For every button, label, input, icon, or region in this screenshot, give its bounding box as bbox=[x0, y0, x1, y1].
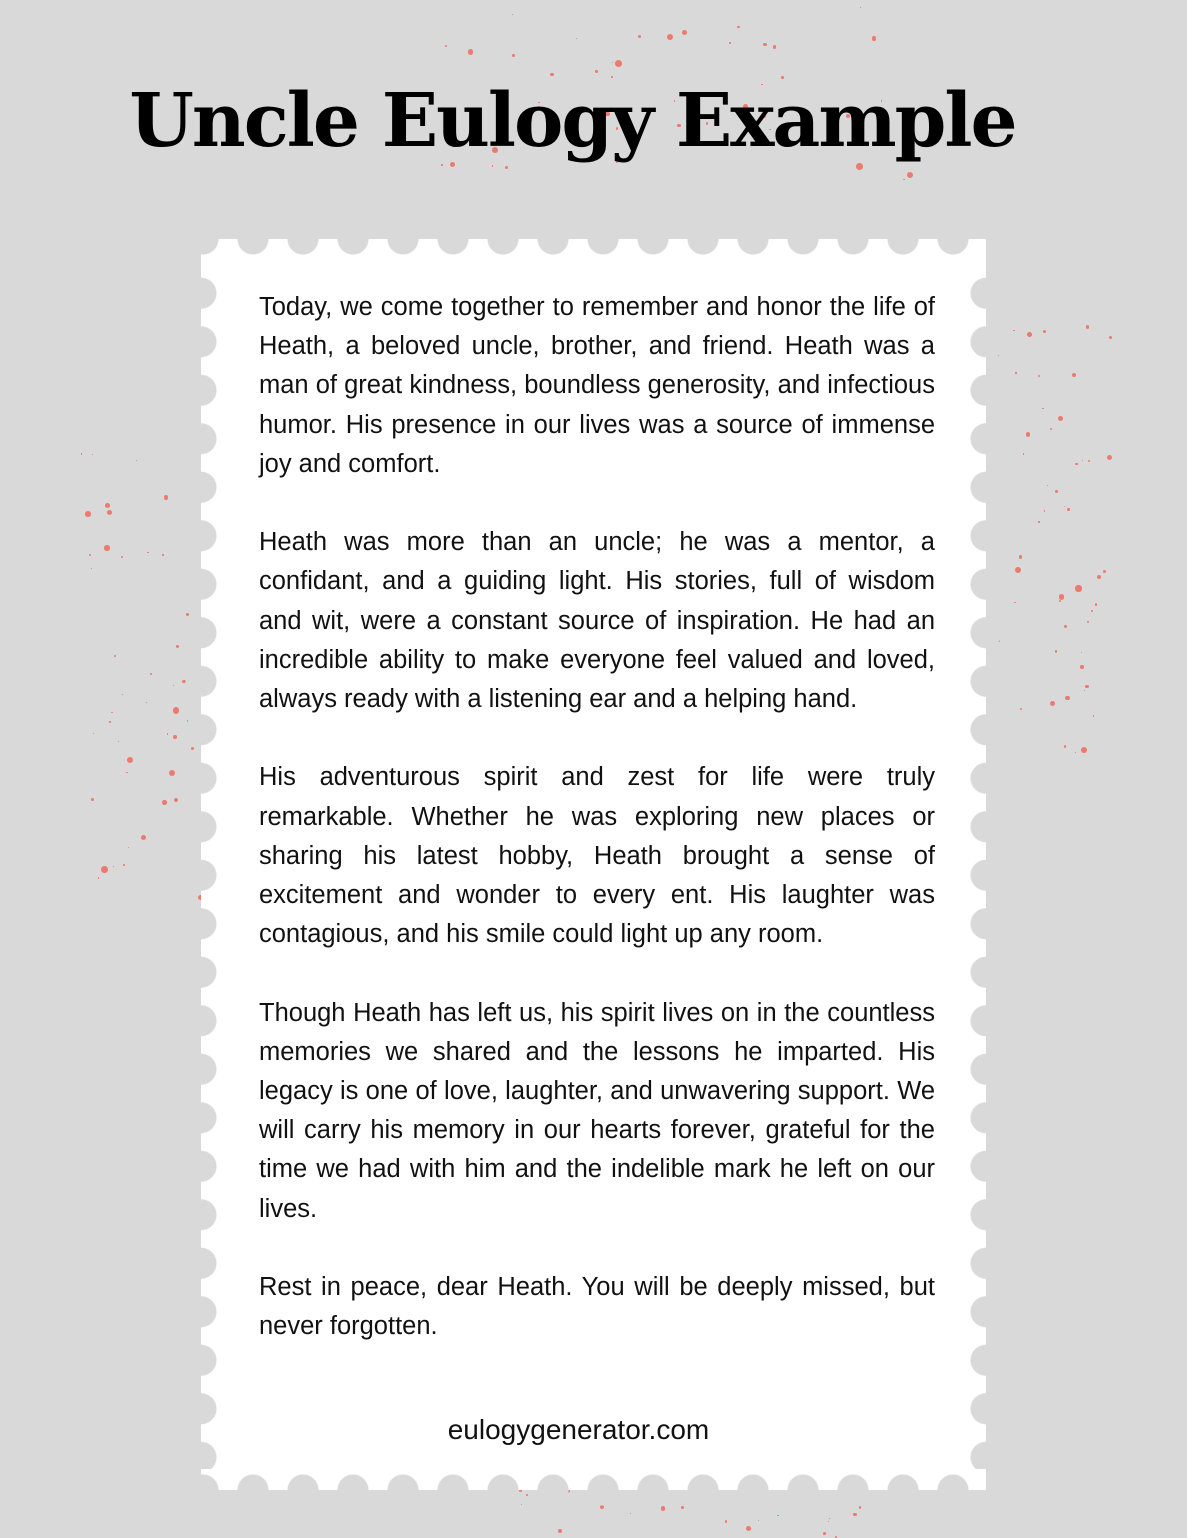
paragraph: Heath was more than an uncle; he was a mentor, a confidant, and a guiding light. His stories, full of wisdom and wit, were a constant source of inspiration. He had an incredible ability to make everyone feel valued and loved, always ready with a listening ear and a helping hand. bbox=[259, 528, 935, 714]
paragraph: His adventurous spirit and zest for life were truly remarkable. Whether he was exploring new places or sharing his latest hobby, Heath brought a sense of excitement and wonder to every ent. His laughter was contagious, and his smile could light up any room. bbox=[259, 763, 935, 949]
splatter-dot bbox=[512, 54, 515, 57]
splatter-dot bbox=[835, 1536, 837, 1538]
splatter-dot bbox=[93, 733, 94, 734]
splatter-dot bbox=[1026, 432, 1031, 437]
splatter-dot bbox=[1042, 408, 1043, 409]
splatter-dot bbox=[113, 866, 114, 867]
splatter-dot bbox=[1097, 575, 1101, 579]
stamp-edge-left bbox=[185, 269, 217, 1469]
splatter-dot bbox=[91, 568, 92, 569]
splatter-dot bbox=[89, 554, 91, 556]
splatter-dot bbox=[550, 73, 553, 76]
splatter-dot bbox=[91, 798, 94, 801]
splatter-dot bbox=[162, 800, 167, 805]
stamp-edge-right bbox=[970, 269, 1002, 1469]
splatter-dot bbox=[146, 702, 147, 703]
stamp-edge-top bbox=[201, 223, 986, 255]
splatter-dot bbox=[164, 495, 169, 500]
splatter-dot bbox=[1075, 585, 1081, 591]
splatter-dot bbox=[1109, 336, 1112, 339]
splatter-dot bbox=[1047, 485, 1048, 486]
splatter-dot bbox=[1059, 600, 1061, 602]
splatter-dot bbox=[872, 36, 877, 41]
splatter-dot bbox=[823, 1532, 826, 1535]
splatter-dot bbox=[681, 1506, 684, 1509]
splatter-dot bbox=[1055, 650, 1057, 652]
splatter-dot bbox=[441, 164, 442, 165]
splatter-dot bbox=[141, 835, 146, 840]
splatter-dot bbox=[173, 735, 177, 739]
splatter-dot bbox=[114, 655, 116, 657]
splatter-dot bbox=[118, 741, 119, 742]
splatter-dot bbox=[1014, 602, 1016, 604]
splatter-dot bbox=[109, 721, 110, 722]
splatter-dot bbox=[758, 1520, 759, 1521]
splatter-dot bbox=[1093, 715, 1094, 716]
splatter-dot bbox=[907, 172, 913, 178]
splatter-dot bbox=[1043, 330, 1047, 334]
splatter-dot bbox=[111, 712, 112, 713]
splatter-dot bbox=[1064, 745, 1067, 748]
splatter-dot bbox=[1065, 696, 1069, 700]
splatter-dot bbox=[85, 511, 91, 517]
splatter-dot bbox=[1064, 625, 1068, 629]
splatter-dot bbox=[860, 7, 862, 9]
splatter-dot bbox=[173, 707, 179, 713]
splatter-dot bbox=[1044, 510, 1045, 511]
splatter-dot bbox=[101, 866, 108, 873]
splatter-dot bbox=[615, 60, 622, 67]
splatter-dot bbox=[638, 35, 641, 38]
paragraph: Rest in peace, dear Heath. You will be deeply missed, but never forgotten. bbox=[259, 1273, 935, 1341]
splatter-dot bbox=[1095, 603, 1097, 605]
splatter-dot bbox=[512, 14, 513, 15]
splatter-dot bbox=[1058, 416, 1063, 421]
splatter-dot bbox=[777, 1515, 779, 1517]
splatter-dot bbox=[128, 847, 129, 848]
splatter-dot bbox=[853, 1513, 857, 1517]
splatter-dot bbox=[1067, 508, 1069, 510]
splatter-dot bbox=[1055, 490, 1058, 493]
splatter-dot bbox=[725, 1520, 728, 1523]
splatter-dot bbox=[746, 1526, 751, 1531]
splatter-dot bbox=[903, 179, 904, 180]
splatter-dot bbox=[1086, 325, 1090, 329]
splatter-dot bbox=[136, 460, 137, 461]
splatter-dot bbox=[123, 864, 125, 866]
splatter-dot bbox=[1103, 570, 1106, 573]
splatter-dot bbox=[828, 1521, 829, 1522]
splatter-dot bbox=[1064, 506, 1065, 507]
splatter-dot bbox=[1013, 330, 1014, 331]
splatter-dot bbox=[107, 510, 112, 515]
website-footer: eulogygenerator.com bbox=[447, 1414, 710, 1445]
splatter-dot bbox=[661, 1506, 665, 1510]
splatter-dot bbox=[730, 42, 731, 43]
splatter-dot bbox=[1015, 567, 1021, 573]
splatter-dot bbox=[1081, 747, 1087, 753]
splatter-dot bbox=[1020, 708, 1022, 710]
splatter-dot bbox=[1091, 610, 1093, 612]
splatter-dot bbox=[1080, 665, 1083, 668]
eulogy-body bbox=[259, 288, 935, 1386]
splatter-dot bbox=[98, 877, 100, 879]
page-title: Uncle Eulogy Example bbox=[129, 78, 1016, 164]
splatter-dot bbox=[1059, 594, 1065, 600]
splatter-dot bbox=[122, 694, 123, 695]
splatter-dot bbox=[1085, 685, 1089, 689]
splatter-dot bbox=[126, 772, 128, 774]
splatter-dot bbox=[1050, 701, 1055, 706]
splatter-dot bbox=[167, 733, 168, 734]
splatter-dot bbox=[737, 26, 740, 29]
splatter-dot bbox=[763, 43, 767, 47]
splatter-dot bbox=[176, 645, 179, 648]
splatter-dot bbox=[1050, 428, 1052, 430]
splatter-dot bbox=[1015, 372, 1017, 374]
splatter-dot bbox=[505, 166, 508, 169]
splatter-dot bbox=[92, 454, 93, 455]
splatter-dot bbox=[121, 556, 123, 558]
splatter-dot bbox=[1107, 455, 1112, 460]
stamp-edge-bottom bbox=[201, 1474, 986, 1506]
splatter-dot bbox=[127, 757, 133, 763]
splatter-dot bbox=[1084, 690, 1085, 691]
splatter-dot bbox=[1081, 652, 1082, 653]
splatter-dot bbox=[162, 554, 164, 556]
splatter-dot bbox=[492, 165, 493, 166]
splatter-dot bbox=[468, 49, 473, 54]
splatter-dot bbox=[859, 1506, 862, 1509]
splatter-dot bbox=[169, 770, 175, 776]
splatter-dot bbox=[1087, 621, 1089, 623]
splatter-dot bbox=[576, 38, 577, 39]
splatter-dot bbox=[1082, 460, 1083, 461]
splatter-dot bbox=[773, 45, 777, 49]
splatter-dot bbox=[1023, 453, 1025, 455]
splatter-dot bbox=[1038, 521, 1039, 522]
splatter-dot bbox=[1038, 375, 1040, 377]
stamp-paper bbox=[201, 239, 986, 1490]
splatter-dot bbox=[829, 1518, 830, 1519]
splatter-dot bbox=[667, 34, 673, 40]
paragraph: Though Heath has left us, his spirit lives on in the countless memories we shared and the lessons he imparted. His legacy is one of love, laughter, and unwavering support. We will carry his memory in our hearts forever, grateful for the time we had with him and the indelible mark he left on our lives. bbox=[259, 998, 935, 1223]
splatter-dot bbox=[174, 798, 178, 802]
splatter-dot bbox=[1075, 752, 1076, 753]
splatter-dot bbox=[1088, 460, 1090, 462]
paragraph: Today, we come together to remember and honor the life of Heath, a beloved uncle, brother, and friend. Heath was a man of great kindness, boundless generosity, and infectious humor. His presence in our lives was a source of immense joy and comfort. bbox=[259, 293, 935, 478]
splatter-dot bbox=[173, 685, 175, 687]
splatter-dot bbox=[682, 30, 687, 35]
splatter-dot bbox=[104, 545, 109, 550]
splatter-dot bbox=[612, 62, 613, 63]
splatter-dot bbox=[1075, 463, 1077, 465]
splatter-dot bbox=[81, 453, 83, 455]
splatter-dot bbox=[558, 1529, 562, 1533]
splatter-dot bbox=[1072, 373, 1076, 377]
splatter-dot bbox=[150, 673, 152, 675]
splatter-dot bbox=[147, 552, 148, 553]
splatter-dot bbox=[630, 1513, 631, 1514]
splatter-dot bbox=[105, 503, 111, 509]
splatter-dot bbox=[1027, 332, 1032, 337]
splatter-dot bbox=[1019, 555, 1023, 559]
splatter-dot bbox=[856, 163, 863, 170]
splatter-dot bbox=[595, 70, 597, 72]
splatter-dot bbox=[445, 45, 447, 47]
